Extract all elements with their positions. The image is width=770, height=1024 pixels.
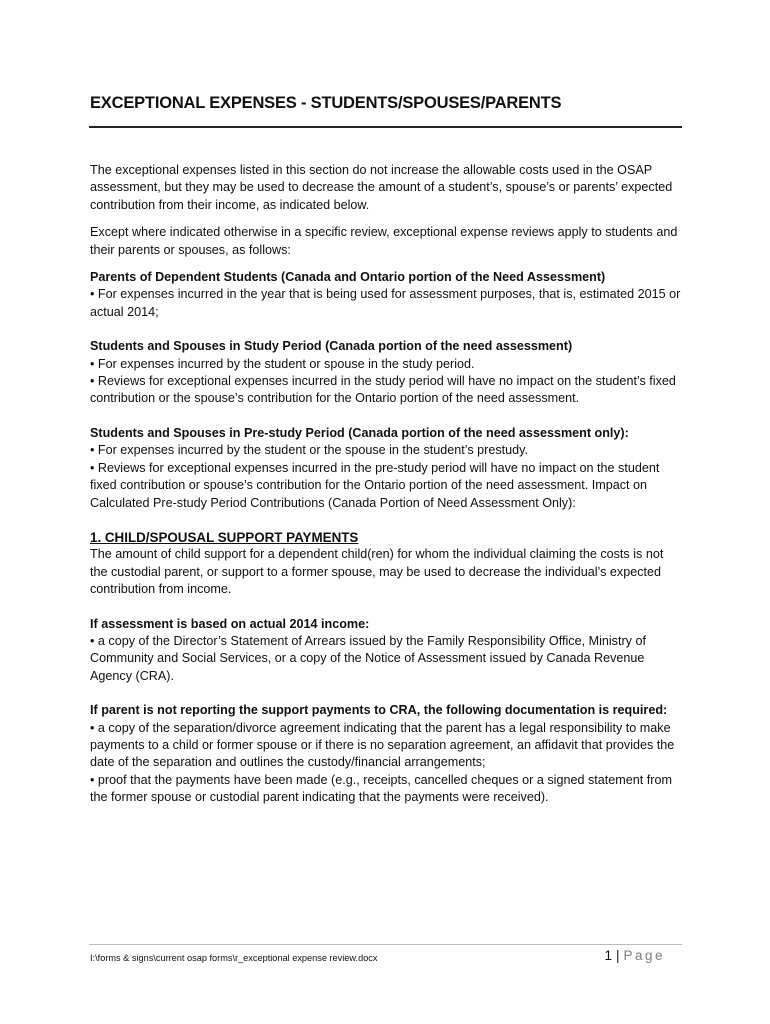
footer-file-path: I:\forms & signs\current osap forms\r_exceptional expense review.docx [90,953,378,963]
intro-paragraph-2: Except where indicated otherwise in a specific review, exceptional expense reviews apply to students and their parents or spouses, as follows: [90,225,678,257]
prestudy-period-bullet-2: • Reviews for exceptional expenses incurred in the pre-study period will have no impact on the student fixed contribution or spouse’s contribution for the Ontario portion of the need assessment. Impact on Calculated Pre-study Period Contributions (Canada Portion of Need Assessment Only): [90,460,660,510]
title-divider [89,126,682,128]
footer-divider [89,944,682,945]
section-1-heading: 1. CHILD/SPOUSAL SUPPORT PAYMENTS [90,529,359,545]
page-number: 1 [604,948,612,963]
page-label: Page [623,948,665,963]
not-reporting-heading: If parent is not reporting the support payments to CRA, the following documentation is required: [90,703,668,718]
prestudy-period-heading: Students and Spouses in Pre-study Period (Canada portion of the need assessment only): [90,425,629,440]
not-reporting-bullet-1: • a copy of the separation/divorce agreement indicating that the parent has a legal responsibility to make payments to a child or former spouse or if there is no separation agreement, an affidavit that provides the date of the separation and outlines the custody/financial arrangements; [90,720,675,770]
study-period-bullet-2: • Reviews for exceptional expenses incurred in the study period will have no impact on the student’s fixed contribution or the spouse’s contribution for the Ontario portion of the need assessment. [90,374,676,406]
actual-income-bullet-1: • a copy of the Director’s Statement of Arrears issued by the Family Responsibility Office, Ministry of Community and Social Services, or a copy of the Notice of Assessment issued by Canada Revenue Agency (CRA). [90,633,646,683]
not-reporting-bullet-2: • proof that the payments have been made (e.g., receipts, cancelled cheques or a signed statement from the former spouse or custodial parent indicating that the payments were received). [90,772,672,805]
footer-page-number [604,948,665,963]
document-title: EXCEPTIONAL EXPENSES - STUDENTS/SPOUSES/PARENTS [90,94,562,112]
section-1-text: The amount of child support for a dependent child(ren) for whom the individual claiming the costs is not the custodial parent, or support to a former spouse, may be used to decrease the individual’s expected contribution from income. [90,547,664,597]
document-body [90,162,682,807]
prestudy-period-bullet-1: • For expenses incurred by the student or the spouse in the student’s prestudy. [90,443,528,458]
parents-bullet-1: • For expenses incurred in the year that is being used for assessment purposes, that is, estimated 2015 or actual 2014; [90,287,681,319]
study-period-heading: Students and Spouses in Study Period (Canada portion of the need assessment) [90,339,573,354]
parents-heading: Parents of Dependent Students (Canada and Ontario portion of the Need Assessment) [90,270,606,285]
page-separator: | [615,948,620,963]
intro-paragraph-1: The exceptional expenses listed in this section do not increase the allowable costs used in the OSAP assessment, but they may be used to decrease the amount of a student’s, spouse’s or parents’ expected contribution from their income, as indicated below. [90,163,673,212]
actual-income-heading: If assessment is based on actual 2014 income: [90,616,370,631]
study-period-bullet-1: • For expenses incurred by the student or spouse in the study period. [90,356,475,371]
